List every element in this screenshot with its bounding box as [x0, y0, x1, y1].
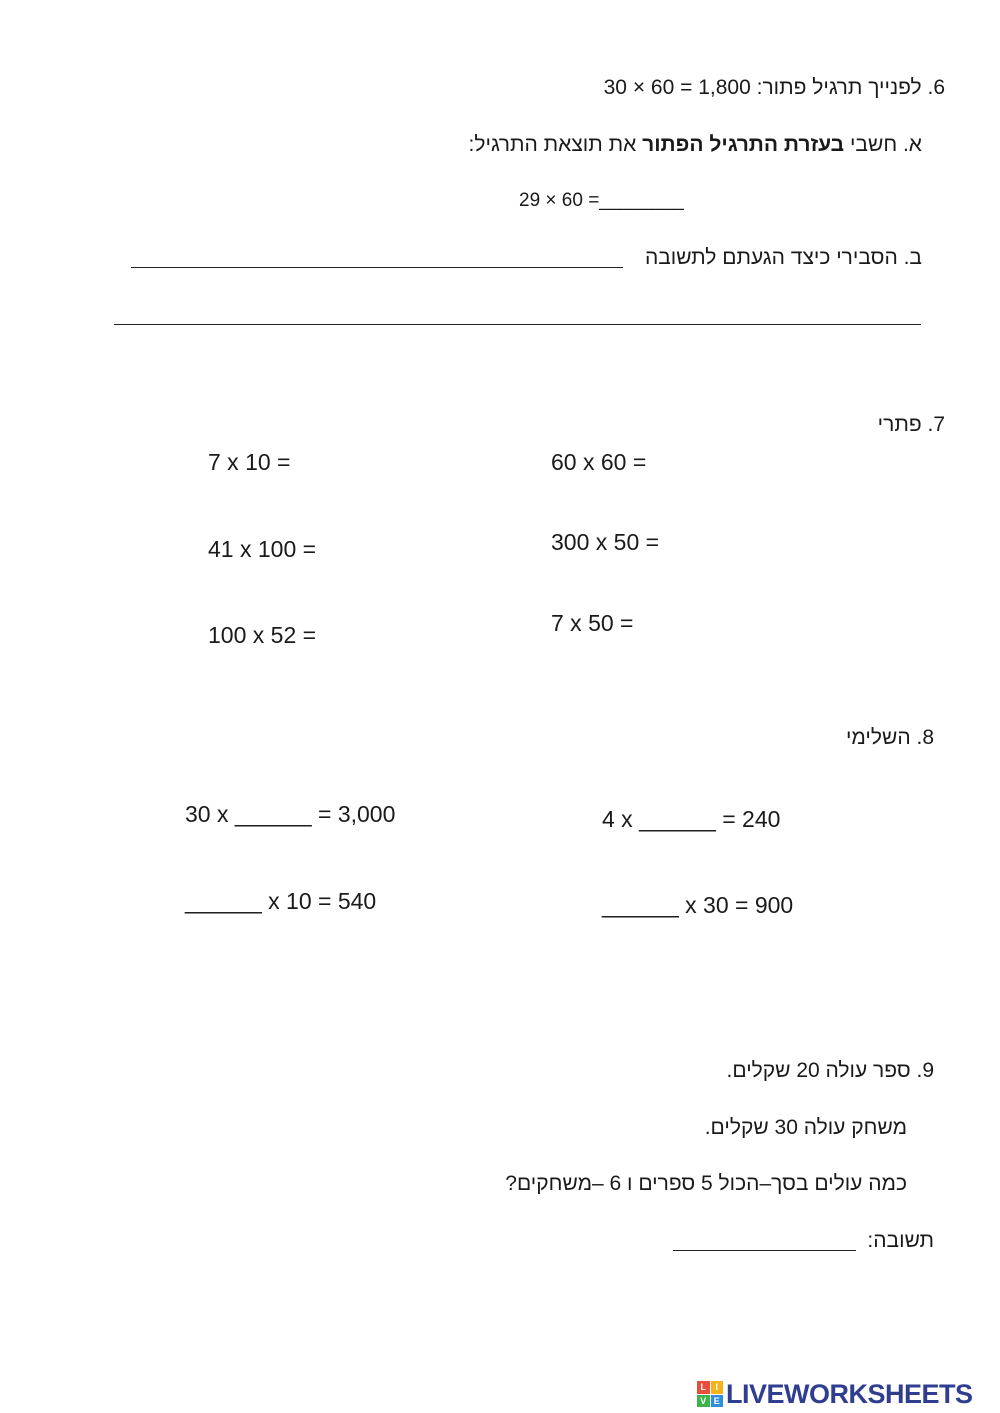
q7-exercise-left-2[interactable]: 41 x 100 =	[208, 536, 317, 562]
q6-part-a-exercise: 29 × 60 =________	[519, 190, 684, 211]
q7-exercise-left-1[interactable]: 7 x 10 =	[208, 449, 291, 475]
q7-exercise-right-1[interactable]: 60 x 60 =	[551, 449, 647, 475]
q9-line-1: 9. ספר עולה 20 שקלים.	[726, 1059, 934, 1082]
q7-exercise-left-3[interactable]: 100 x 52 =	[208, 622, 317, 648]
q8-title: 8. השלימי	[845, 726, 934, 749]
q6-part-a: א. חשבי בעזרת התרגיל הפתור את תוצאת התרגיל:	[468, 133, 922, 156]
q9-line-2: משחק עולה 30 שקלים.	[704, 1116, 907, 1139]
liveworksheets-logo	[697, 1378, 973, 1410]
q8-item-3[interactable]: ______ x 10 = 540	[185, 888, 377, 914]
q6-part-a-bold: בעזרת התרגיל הפתור	[642, 133, 845, 156]
q7-exercise-right-2[interactable]: 300 x 50 =	[551, 529, 660, 555]
q6-answer-line-2[interactable]	[114, 324, 921, 325]
q6-given-exercise: 30 × 60 = 1,800	[603, 76, 751, 99]
logo-letter-l: L	[697, 1381, 710, 1394]
q9-answer-line[interactable]	[673, 1250, 856, 1251]
q6-answer-line-1[interactable]	[131, 267, 623, 268]
q6-part-b: ב. הסבירי כיצד הגעתם לתשובה	[644, 246, 922, 269]
logo-icon	[697, 1381, 723, 1407]
logo-letter-e: E	[711, 1395, 724, 1408]
q9-line-3: כמה עולים בסך–הכול 5 ספרים ו 6 –משחקים?	[505, 1172, 907, 1195]
logo-text: LIVEWORKSHEETS	[726, 1378, 973, 1409]
logo-letter-i: I	[711, 1381, 724, 1394]
q8-item-4[interactable]: ______ x 30 = 900	[602, 892, 794, 918]
logo-letter-v: V	[697, 1395, 710, 1408]
q8-item-2[interactable]: 4 x ______ = 240	[602, 806, 781, 832]
q7-title: 7. פתרי	[877, 413, 945, 436]
q8-item-1[interactable]: 30 x ______ = 3,000	[185, 801, 396, 827]
q9-answer-label: תשובה:	[867, 1229, 934, 1252]
q7-exercise-right-3[interactable]: 7 x 50 =	[551, 610, 634, 636]
q6-title: 6. לפנייך תרגיל פתור: 30 × 60 = 1,800	[603, 76, 945, 99]
